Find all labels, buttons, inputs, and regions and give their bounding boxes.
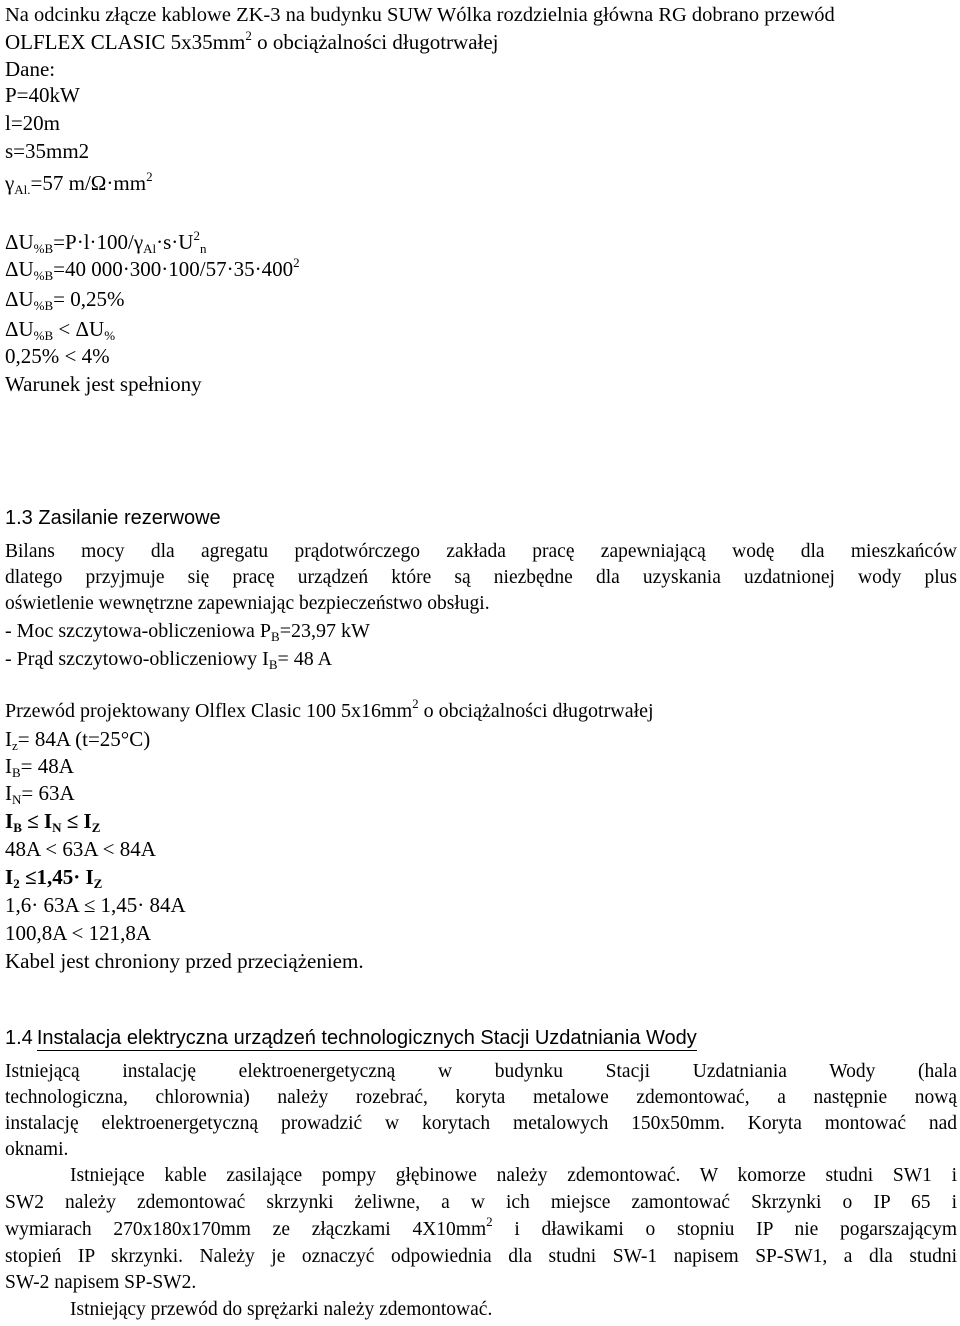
- section-1-4-para-2-line-2: SW2 należy zdemontować skrzynki żeliwne, a w ich miejsce zamontować Skrzynki o IP 65 i: [5, 1192, 957, 1213]
- current-in: $I_N= 63A$: [5, 781, 75, 807]
- intro-line-2: OLFLEX CLASIC $5x35mm^2$ o obciążalności długotrwałej: [5, 28, 499, 54]
- section-1-4-para-1-line-4: oknami.: [5, 1139, 69, 1160]
- section-1-4-heading: 1.4 Instalacja elektryczna urządzeń technologicznych Stacji Uzdatniania Wody: [5, 1027, 697, 1049]
- overload-conclusion: Kabel jest chroniony przed przeciążeniem.: [5, 949, 364, 973]
- section-1-4-para-2-line-5: SW-2 napisem SP-SW2.: [5, 1272, 197, 1293]
- section-1-4-para-1-line-2: technologiczna, chlorownia) należy rozebrać, koryta metalowe zdemontować, a następnie nową: [5, 1087, 957, 1108]
- section-1-4-para-2-line-4: stopień IP skrzynki. Należy je oznaczyć odpowiednia dla studni SW-1 napisem SP-SW1, a dla studni: [5, 1246, 957, 1267]
- section-1-3-para-line-1: Bilans mocy dla agregatu prądotwórczego zakłada pracę zapewniającą wodę dla mieszkańców: [5, 541, 957, 562]
- given-length: l=20m: [5, 111, 61, 135]
- formula-voltage-drop: $\Delta U_{\%B}=P\cdot l\cdot 100/\gamma_{Al}\cdot s\cdot U^2_n$: [5, 228, 207, 256]
- given-label: Dane:: [5, 57, 56, 81]
- section-1-3-para-line-2: dlatego przyjmuje się pracę urządzeń które są niezbędne dla uzyskania uzdatnionej wody plus: [5, 567, 957, 588]
- intro-line-1: Na odcinku złącze kablowe ZK-3 na budynku SUW Wólka rozdzielnia główna RG dobrano przewód: [5, 4, 835, 26]
- condition-2-formula: $I_2 \le 1,45\cdot I_Z$: [5, 865, 103, 891]
- section-1-4-para-2-line-3: wymiarach 270x180x170mm ze złączkami $4X10mm^2$ i dławikami o stopniu IP nie pogarszającym: [5, 1214, 957, 1240]
- peak-power-item: - Moc szczytowa-obliczeniowa $P_B=23,97$ kW: [5, 620, 370, 644]
- condition-1-formula: $I_B \le I_N \le I_Z$: [5, 809, 101, 835]
- section-1-4-para-3: Istniejący przewód do sprężarki należy zdemontować.: [70, 1299, 493, 1320]
- section-1-4-para-1-line-1: Istniejącą instalację elektroenergetyczną w budynku Stacji Uzdatniania Wody (hala: [5, 1061, 957, 1082]
- cable-spec: Przewód projektowany Olflex Clasic 100 $5x16mm^2$ o obciążalności długotrwałej: [5, 696, 654, 722]
- section-1-4-para-2-line-1: Istniejące kable zasilające pompy głębinowe należy zdemontować. W komorze studni SW1 i: [70, 1165, 957, 1186]
- formula-substitution: $\Delta U_{\%B}=40$ $000\cdot 300\cdot 100/57\cdot 35\cdot 400^2$: [5, 255, 300, 283]
- formula-result: $\Delta U_{\%B}= 0,25\%$: [5, 287, 125, 313]
- current-ib: $I_B= 48A$: [5, 754, 74, 780]
- formula-comparison: $\Delta U_{\%B} < \Delta U_{\%}$: [5, 317, 116, 343]
- condition-2-result: 100,8A < 121,8A: [5, 921, 152, 945]
- current-iz: $I_z= 84A$ (t=25°C): [5, 727, 151, 753]
- condition-result: Warunek jest spełniony: [5, 372, 202, 396]
- condition-2-values: 1,6· 63A ≤ 1,45· 84A: [5, 893, 186, 917]
- section-1-3-heading: 1.3 Zasilanie rezerwowe: [5, 507, 221, 529]
- formula-values: 0,25% < 4%: [5, 344, 110, 368]
- section-1-3-para-line-3: oświetlenie wewnętrzne zapewniając bezpieczeństwo obsługi.: [5, 593, 490, 614]
- section-1-4-para-1-line-3: instalację elektroenergetyczną prowadzić w korytach metalowych 150x50mm. Koryta montować nad: [5, 1113, 957, 1134]
- condition-1-values: 48A < 63A < 84A: [5, 837, 156, 861]
- peak-current-item: - Prąd szczytowo-obliczeniowy $I_B= 48$ A: [5, 648, 333, 672]
- given-power: P=40kW: [5, 83, 80, 107]
- given-section: s=35mm2: [5, 139, 90, 163]
- given-conductivity: $\gamma_{Al.}=57$ $m/\Omega\cdot mm^2$: [5, 169, 153, 197]
